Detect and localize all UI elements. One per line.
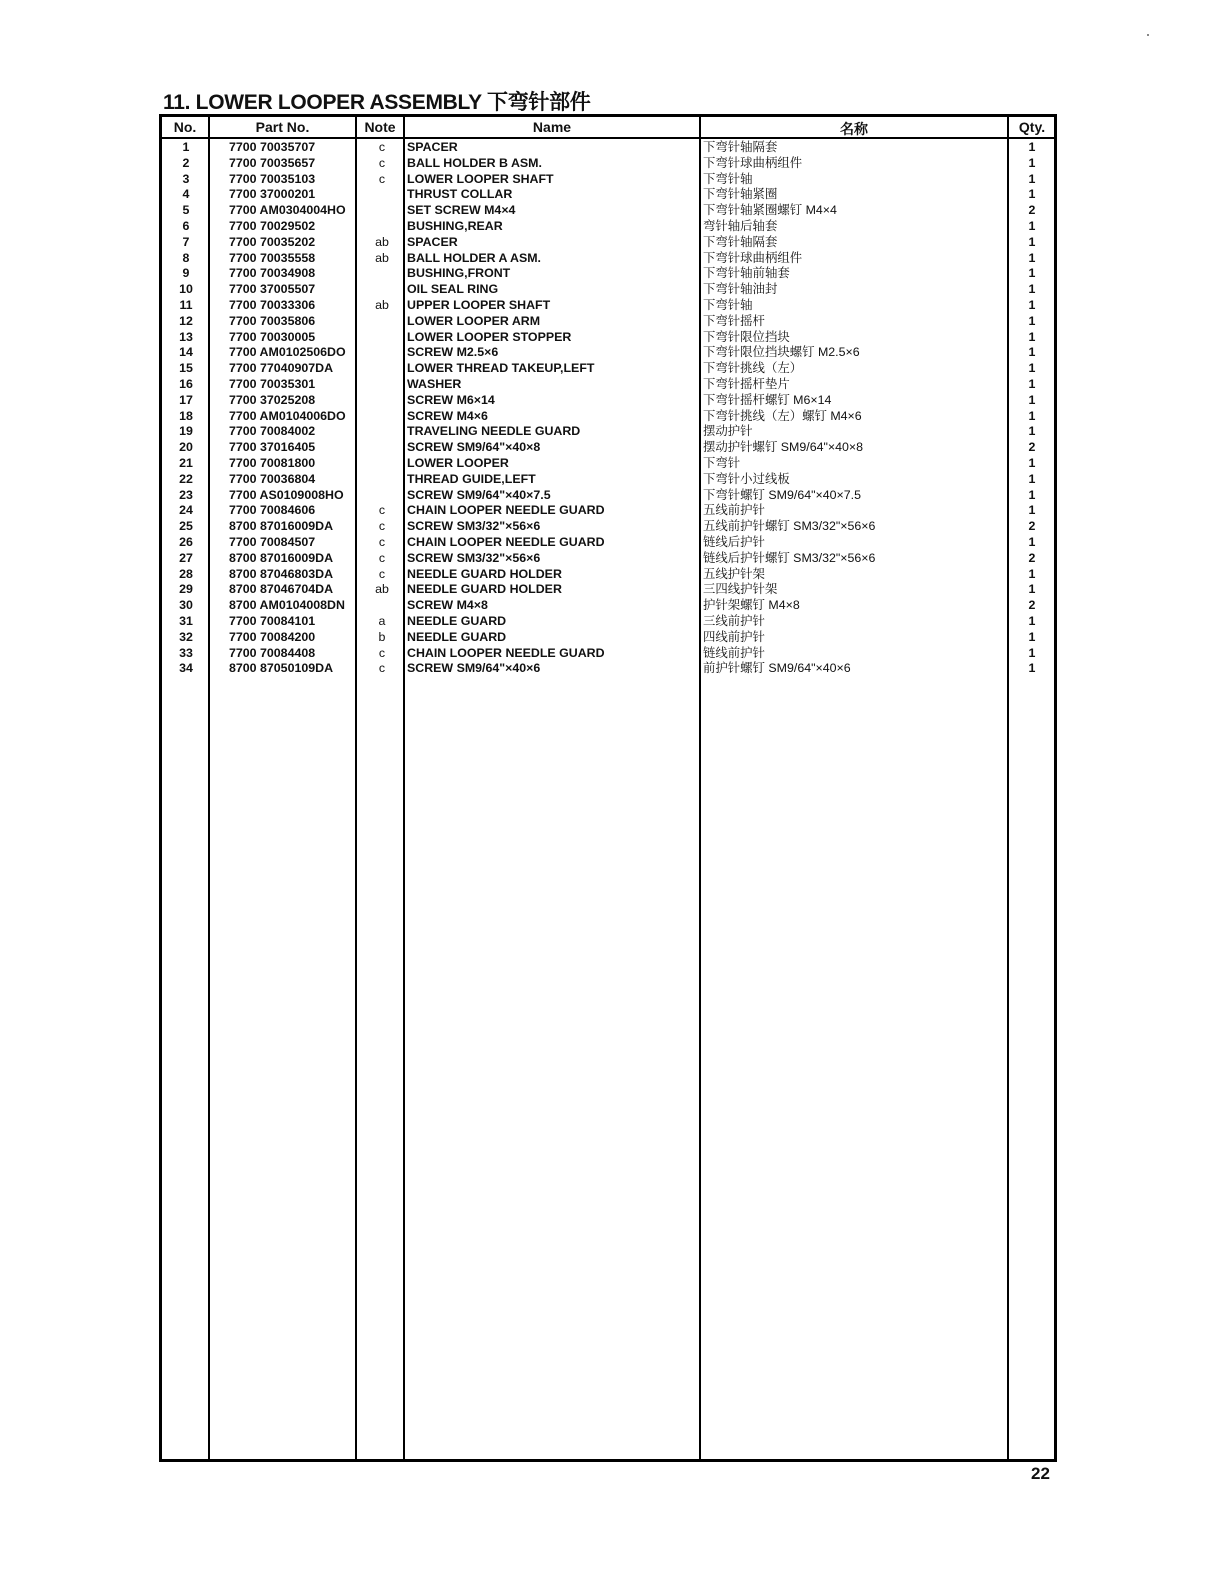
scan-speck	[1147, 34, 1149, 36]
table-row	[162, 266, 1054, 282]
row-name: SCREW SM9/64"×40×7.5	[407, 487, 551, 502]
row-no: 6	[182, 218, 190, 233]
table-row	[162, 330, 1054, 346]
row-no: 1	[182, 140, 190, 154]
row-qty: 1	[1028, 329, 1036, 344]
row-no: 4	[182, 187, 190, 202]
row-qty: 1	[1028, 629, 1036, 644]
row-qty: 1	[1028, 313, 1036, 328]
row-name: LOWER LOOPER SHAFT	[407, 171, 554, 186]
row-name: SCREW M2.5×6	[407, 345, 499, 360]
row-qty: 1	[1028, 266, 1036, 281]
row-part-no: 7700 70029502	[229, 218, 316, 233]
row-name: SCREW SM9/64"×40×8	[407, 440, 541, 455]
row-name-chinese: 五线护针架	[703, 566, 765, 581]
row-part-no: 7700 70084408	[229, 645, 316, 660]
row-no: 7	[182, 234, 190, 249]
row-qty: 1	[1028, 376, 1036, 391]
row-no: 11	[179, 297, 193, 312]
row-name-chinese: 链线后护针螺钉 SM3/32"×56×6	[703, 550, 876, 565]
row-part-no: 7700 70035657	[229, 155, 316, 170]
row-qty: 1	[1028, 471, 1036, 486]
row-part-no: 7700 70036804	[229, 471, 316, 486]
row-name-chinese: 摆动护针螺钉 SM9/64"×40×8	[703, 440, 864, 455]
table-row	[162, 630, 1054, 646]
row-no: 19	[179, 424, 193, 439]
row-part-no: 7700 70035707	[229, 140, 316, 154]
row-qty: 1	[1028, 455, 1036, 470]
row-note: ab	[375, 234, 389, 249]
row-qty: 1	[1028, 171, 1036, 186]
row-name-chinese: 下弯针螺钉 SM9/64"×40×7.5	[703, 487, 861, 502]
row-qty: 1	[1028, 234, 1036, 249]
row-qty: 1	[1028, 503, 1036, 518]
row-no: 3	[182, 171, 190, 186]
row-no: 33	[179, 645, 193, 660]
row-qty: 1	[1028, 613, 1036, 628]
table-row	[162, 235, 1054, 251]
row-note: c	[378, 550, 386, 565]
row-qty: 1	[1028, 155, 1036, 170]
row-name-chinese: 下弯针摇杆螺钉 M6×14	[703, 392, 832, 407]
row-part-no: 8700 87046704DA	[229, 582, 334, 597]
row-name-chinese: 三线前护针	[703, 613, 765, 628]
row-no: 23	[179, 487, 193, 502]
row-no: 21	[179, 455, 193, 470]
row-name: SCREW M4×6	[407, 408, 488, 423]
row-no: 20	[179, 440, 193, 455]
row-name-chinese: 下弯针	[703, 455, 741, 470]
row-qty: 1	[1028, 534, 1036, 549]
row-no: 27	[179, 550, 193, 565]
row-note: ab	[375, 297, 389, 312]
row-no: 10	[179, 282, 193, 297]
table-row	[162, 488, 1054, 504]
row-no: 13	[179, 329, 193, 344]
row-qty: 1	[1028, 487, 1036, 502]
row-name: SCREW SM3/32"×56×6	[407, 519, 541, 534]
row-qty: 2	[1028, 550, 1036, 565]
row-note: c	[378, 503, 386, 518]
row-no: 34	[179, 661, 193, 676]
table-row	[162, 361, 1054, 377]
row-name-chinese: 下弯针球曲柄组件	[703, 250, 803, 265]
row-part-no: 7700 AM0304004HO	[229, 203, 346, 218]
row-qty: 1	[1028, 392, 1036, 407]
row-qty: 2	[1028, 519, 1036, 534]
row-name: LOWER THREAD TAKEUP,LEFT	[407, 361, 595, 376]
table-row	[162, 424, 1054, 440]
row-part-no: 7700 70033306	[229, 297, 316, 312]
row-note: c	[378, 534, 386, 549]
row-part-no: 7700 70035202	[229, 234, 316, 249]
row-note: a	[378, 613, 386, 628]
row-name-chinese: 下弯针轴隔套	[703, 140, 778, 154]
row-no: 25	[179, 519, 193, 534]
row-name-chinese: 下弯针轴油封	[703, 282, 778, 297]
row-part-no: 8700 87050109DA	[229, 661, 334, 676]
row-qty: 1	[1028, 645, 1036, 660]
table-row	[162, 409, 1054, 425]
row-note: ab	[375, 582, 389, 597]
header-part-no: Part No.	[255, 119, 310, 135]
row-name: LOWER LOOPER STOPPER	[407, 329, 572, 344]
row-name-chinese: 链线前护针	[703, 645, 765, 660]
table-row	[162, 535, 1054, 551]
row-note: ab	[375, 250, 389, 265]
row-name: LOWER LOOPER ARM	[407, 313, 541, 328]
row-part-no: 7700 70034908	[229, 266, 316, 281]
row-name: CHAIN LOOPER NEEDLE GUARD	[407, 645, 605, 660]
header-note: Note	[364, 119, 396, 135]
row-qty: 1	[1028, 566, 1036, 581]
row-qty: 2	[1028, 203, 1036, 218]
row-qty: 1	[1028, 297, 1036, 312]
row-note: c	[378, 645, 386, 660]
table-row	[162, 472, 1054, 488]
row-name-chinese: 五线前护针	[703, 503, 765, 518]
table-body	[162, 140, 1054, 677]
header-name: Name	[532, 119, 572, 135]
row-part-no: 7700 70084002	[229, 424, 316, 439]
row-no: 5	[182, 203, 190, 218]
table-row	[162, 345, 1054, 361]
row-no: 22	[179, 471, 193, 486]
row-name: SPACER	[407, 234, 458, 249]
table-row	[162, 646, 1054, 662]
table-row	[162, 551, 1054, 567]
row-name: SPACER	[407, 140, 458, 154]
row-note: c	[378, 661, 386, 676]
row-note: c	[378, 155, 386, 170]
row-name: NEEDLE GUARD HOLDER	[407, 582, 562, 597]
row-no: 9	[182, 266, 190, 281]
row-part-no: 8700 87016009DA	[229, 519, 334, 534]
row-qty: 1	[1028, 661, 1036, 676]
table-row	[162, 172, 1054, 188]
table-row	[162, 614, 1054, 630]
row-qty: 1	[1028, 218, 1036, 233]
row-name: SCREW SM3/32"×56×6	[407, 550, 541, 565]
row-qty: 1	[1028, 582, 1036, 597]
table-row	[162, 519, 1054, 535]
row-part-no: 8700 AM0104008DN	[229, 598, 345, 613]
row-name: WASHER	[407, 376, 462, 391]
row-part-no: 7700 37025208	[229, 392, 316, 407]
row-name-chinese: 五线前护针螺钉 SM3/32"×56×6	[703, 519, 876, 534]
row-note: c	[378, 519, 386, 534]
row-name-chinese: 下弯针轴前轴套	[703, 266, 790, 281]
row-part-no: 7700 AM0104006DO	[229, 408, 346, 423]
row-name-chinese: 护针架螺钉 M4×8	[703, 598, 800, 613]
table-row	[162, 140, 1054, 156]
row-name: UPPER LOOPER SHAFT	[407, 297, 551, 312]
row-part-no: 7700 70035806	[229, 313, 316, 328]
row-note: c	[378, 140, 386, 154]
header-qty: Qty.	[1018, 119, 1046, 135]
table-row	[162, 219, 1054, 235]
row-name-chinese: 下弯针轴	[703, 297, 753, 312]
header-name-chinese: 名称	[840, 121, 868, 137]
row-part-no: 8700 87016009DA	[229, 550, 334, 565]
table-row	[162, 393, 1054, 409]
row-part-no: 7700 37000201	[229, 187, 316, 202]
table-row	[162, 203, 1054, 219]
table-row	[162, 440, 1054, 456]
row-name: SCREW SM9/64"×40×6	[407, 661, 541, 676]
row-name-chinese: 下弯针挑线（左）螺钉 M4×6	[703, 408, 862, 423]
row-name: NEEDLE GUARD	[407, 629, 507, 644]
row-qty: 1	[1028, 250, 1036, 265]
row-name-chinese: 四线前护针	[703, 629, 765, 644]
table-row	[162, 661, 1054, 677]
row-name-chinese: 下弯针球曲柄组件	[703, 155, 803, 170]
row-qty: 1	[1028, 140, 1036, 154]
row-part-no: 7700 70035558	[229, 250, 316, 265]
row-part-no: 7700 AM0102506DO	[229, 345, 346, 360]
row-qty: 1	[1028, 424, 1036, 439]
row-no: 14	[179, 345, 193, 360]
row-qty: 1	[1028, 361, 1036, 376]
row-part-no: 7700 70035301	[229, 376, 316, 391]
row-no: 16	[179, 376, 193, 391]
row-part-no: 7700 37016405	[229, 440, 316, 455]
row-name-chinese: 下弯针轴紧圈	[703, 187, 778, 202]
row-note: c	[378, 566, 386, 581]
row-part-no: 7700 70084101	[229, 613, 316, 628]
row-part-no: 7700 70030005	[229, 329, 316, 344]
row-name-chinese: 前护针螺钉 SM9/64"×40×6	[703, 661, 851, 676]
row-qty: 1	[1028, 408, 1036, 423]
row-part-no: 7700 70084200	[229, 629, 316, 644]
row-name: THRUST COLLAR	[407, 187, 513, 202]
row-qty: 2	[1028, 598, 1036, 613]
table-row	[162, 298, 1054, 314]
page-title: 11. LOWER LOOPER ASSEMBLY 下弯针部件	[163, 91, 591, 114]
row-name-chinese: 下弯针轴紧圈螺钉 M4×4	[703, 203, 837, 218]
row-name-chinese: 下弯针小过线板	[703, 471, 790, 486]
row-part-no: 7700 70035103	[229, 171, 316, 186]
row-qty: 1	[1028, 345, 1036, 360]
row-name: NEEDLE GUARD HOLDER	[407, 566, 562, 581]
table-row	[162, 314, 1054, 330]
row-name: THREAD GUIDE,LEFT	[407, 471, 536, 486]
row-note: c	[378, 171, 386, 186]
row-name-chinese: 下弯针摇杆	[703, 313, 765, 328]
row-no: 8	[182, 250, 190, 265]
table-row	[162, 598, 1054, 614]
table-row	[162, 282, 1054, 298]
row-part-no: 8700 87046803DA	[229, 566, 334, 581]
row-name: BALL HOLDER A ASM.	[407, 250, 541, 265]
row-no: 18	[179, 408, 193, 423]
row-name: CHAIN LOOPER NEEDLE GUARD	[407, 534, 605, 549]
row-name-chinese: 下弯针轴隔套	[703, 234, 778, 249]
page-number: 22	[1031, 1464, 1050, 1483]
row-part-no: 7700 77040907DA	[229, 361, 334, 376]
row-part-no: 7700 70081800	[229, 455, 316, 470]
row-part-no: 7700 70084606	[229, 503, 316, 518]
parts-table	[159, 114, 1057, 1462]
row-part-no: 7700 AS0109008HO	[229, 487, 344, 502]
row-no: 29	[179, 582, 193, 597]
row-no: 2	[182, 155, 190, 170]
row-no: 28	[179, 566, 193, 581]
table-row	[162, 251, 1054, 267]
row-name-chinese: 下弯针限位挡块	[703, 329, 790, 344]
row-name: NEEDLE GUARD	[407, 613, 507, 628]
table-row	[162, 503, 1054, 519]
table-row	[162, 156, 1054, 172]
row-no: 12	[179, 313, 193, 328]
row-no: 24	[179, 503, 193, 518]
row-name: SCREW M6×14	[407, 392, 495, 407]
row-name: LOWER LOOPER	[407, 455, 509, 470]
row-name: SET SCREW M4×4	[407, 203, 516, 218]
row-qty: 1	[1028, 187, 1036, 202]
row-qty: 1	[1028, 282, 1036, 297]
table-row	[162, 456, 1054, 472]
header-no: No.	[173, 119, 197, 135]
row-no: 15	[179, 361, 193, 376]
table-row	[162, 567, 1054, 583]
row-no: 17	[179, 392, 193, 407]
row-qty: 2	[1028, 440, 1036, 455]
table-row	[162, 582, 1054, 598]
row-name-chinese: 下弯针轴	[703, 171, 753, 186]
row-part-no: 7700 70084507	[229, 534, 316, 549]
row-name-chinese: 链线后护针	[703, 534, 765, 549]
row-no: 31	[179, 613, 193, 628]
row-name: TRAVELING NEEDLE GUARD	[407, 424, 581, 439]
row-name-chinese: 弯针轴后轴套	[703, 218, 778, 233]
row-name: BUSHING,FRONT	[407, 266, 511, 281]
table-row	[162, 187, 1054, 203]
row-no: 26	[179, 534, 193, 549]
row-name: BUSHING,REAR	[407, 218, 503, 233]
row-name: OIL SEAL RING	[407, 282, 499, 297]
row-name-chinese: 摆动护针	[703, 424, 753, 439]
row-name: SCREW M4×8	[407, 598, 488, 613]
row-name-chinese: 下弯针摇杆垫片	[703, 376, 790, 391]
row-name-chinese: 下弯针限位挡块螺钉 M2.5×6	[703, 345, 860, 360]
row-name: BALL HOLDER B ASM.	[407, 155, 542, 170]
row-name-chinese: 三四线护针架	[703, 582, 778, 597]
row-no: 32	[179, 629, 193, 644]
row-name: CHAIN LOOPER NEEDLE GUARD	[407, 503, 605, 518]
row-note: b	[378, 629, 386, 644]
row-name-chinese: 下弯针挑线（左）	[703, 361, 803, 376]
table-row	[162, 377, 1054, 393]
row-no: 30	[179, 598, 193, 613]
row-part-no: 7700 37005507	[229, 282, 316, 297]
